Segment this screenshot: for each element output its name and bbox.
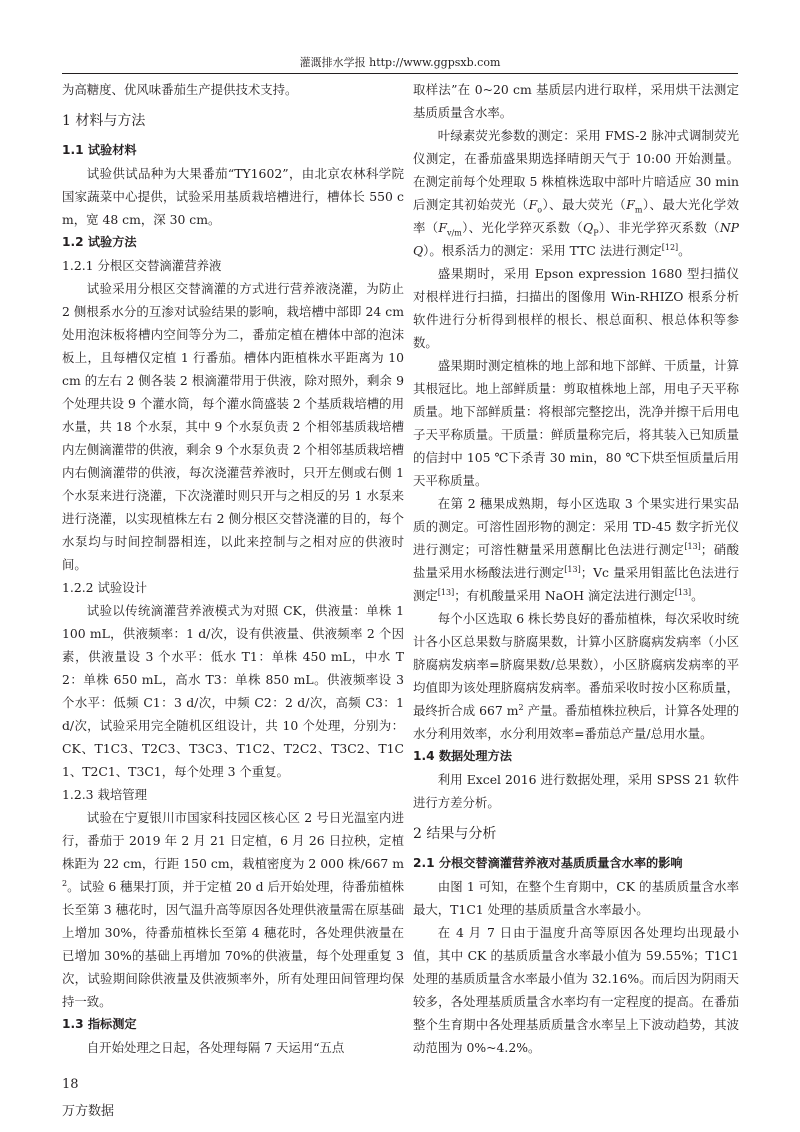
citation-13: [13] xyxy=(564,564,581,574)
subsection-heading-2-1: 2.1 分根交替滴灌营养液对基质质量含水率的影响 xyxy=(413,856,683,870)
paragraph-sampling-continued: 取样法”在 0~20 cm 基质层内进行取样，采用烘干法测定基质质量含水率。 xyxy=(413,82,739,120)
paragraph-fruit-quality: 在第 2 穗果成熟期，每小区选取 3 个果实进行果实品质的测定。可溶性固形物的测定：采用 TD-45 数字折光仪进行测定；可溶性糖量采用蒽酮比色法进行测定[13]；硝酸盐量采用水杨酸法进行测定[13]；Vc 量采用钼蓝比色法进行测定[13]；有机酸量采用 NaOH 滴定法进行测定[13]。 xyxy=(413,496,740,603)
subsubsection-heading-1-2-2: 1.2.2 试验设计 xyxy=(62,580,148,595)
section-heading-results: 2 结果与分析 xyxy=(413,826,497,842)
paragraph-cultivation-management: 试验在宁夏银川市国家科技园区核心区 2 号日光温室内进行，番茄于 2019 年 2 月 21 日定植，6 月 26 日拉秧，定植株距为 22 cm，行距 150 cm，栽植密度为 2 000 株/667 $m^2$。试验 6 穗果打顶，并于定植 20 d 后开始处理，待番茄植株长至第 3 穗花时，因气温升高等原因各处理供液量需在原基础上增加 30%，待番茄植株长至第 4 穗花时，各处理供液量在已增加 30%的基础上再增加 70%的供液量，每个处理重复 3 次，试验期间除供液量及供液频率外，所有处理田间管理均保持一致。 xyxy=(62,810,404,1009)
watermark-text: 万方数据 xyxy=(62,1104,115,1119)
paragraph-results-moisture-a: 由图 1 可知，在整个生育期中，CK 的基质质量含水率最大，T1C1 处理的基质质量含水率最小。 xyxy=(413,879,739,917)
paragraph-indicator-measurement: 自开始处理之日起，各处理每隔 7 天运用“五点 xyxy=(86,1040,345,1055)
paragraph-root-scanning: 盛果期时，采用 Epson expression 1680 型扫描仪对根样进行扫描，扫描出的图像用 Win-RHIZO 根系分析软件进行分析得到根样的根长、根总面积、根总体积等参数。 xyxy=(413,266,739,350)
paragraph-materials: 试验供试品种为大果番茄“TY1602”，由北京农林科学院国家蔬菜中心提供，试验采用基质栽培槽进行，槽体长 550 cm，宽 48 cm，深 30 cm。 xyxy=(62,166,404,227)
paragraph-alternate-irrigation: 试验采用分根区交替滴灌的方式进行营养液浇灌，为防止 2 侧根系水分的互渗对试验结果的影响，栽培槽中部即 24 cm 处用泡沫板将槽内空间等分为二，番茄定植在槽体中部的泡沫板上，且每槽仅定植 1 行番茄。槽体内距植株水平距离为 10 cm 的左右 2 侧各装 2 根滴灌带用于供液，除对照外，剩余 9 个处理共设 9 个灌水筒，每个灌水筒盛装 2 个基质栽培槽的用水量，共 18 个水泵，其中 9 个水泵负责 2 个相邻基质栽培槽内左侧滴灌带的供液，剩余 9 个水泵负责 2 个相邻基质栽培槽内右侧滴灌带的供液，每次浇灌营养液时，只开左侧或右侧 1 个水泵来进行浇灌，下次浇灌时则只开与之相反的另 1 水泵来进行浇灌，以实现植株左右 2 侧分根区交替浇灌的目的，每个水泵均与时间控制器相连，以此来控制与之相对应的供液时间。 xyxy=(62,281,404,572)
intro-paragraph-end: 为高糖度、优风味番茄生产提供技术支持。 xyxy=(62,82,298,97)
right-column xyxy=(413,78,739,1059)
subsubsection-heading-1-2-1: 1.2.1 分根区交替滴灌营养液 xyxy=(62,258,222,273)
header-rule xyxy=(62,73,738,74)
subsection-heading-1-4: 1.4 数据处理方法 xyxy=(413,749,512,763)
citation-13: [13] xyxy=(684,541,701,551)
subsection-heading-1-1: 1.1 试验材料 xyxy=(62,143,137,157)
paragraph-experiment-design: 试验以传统滴灌营养液模式为对照 CK，供液量：单株 1 100 mL，供液频率：1 d/次，设有供液量、供液频率 2 个因素，供液量设 3 个水平：低水 T1：单株 450 mL，中水 T2：单株 650 mL，高水 T3：单株 850 mL。供液频率设 3 个水平：低频 C1：3 d/次，中频 C2：2 d/次，高频 C3：1 d/次，试验采用完全随机区组设计，共 10 个处理，分别为：CK、T1C3、T2C3、T3C3、T1C2、T2C2、T3C2、T1C1、T2C1、T3C1，每个处理 3 个重复。 xyxy=(62,603,404,779)
left-column xyxy=(62,78,404,1059)
subsection-heading-1-2: 1.2 试验方法 xyxy=(62,235,137,249)
page-number: 18 xyxy=(62,1077,79,1092)
journal-header: 灌溉排水学报 http://www.ggpsxb.com xyxy=(299,56,501,69)
paragraph-chlorophyll-fluorescence: 叶绿素荧光参数的测定：采用 FMS-2 脉冲式调制荧光仪测定，在番茄盛果期选择晴朗天气于 10:00 开始测量。在测定前每个处理取 5 株植株选取中部叶片暗适应 30 min 后测定其初始荧光$(F_o)$、最大荧光$(F_m)$、最大光化学效率$(F_{v/m})$、光化学猝灭系数$(Q_P)$、非光学猝灭系数（NPQ）。根系活力的测定：采用 TTC 法进行测定[12]。 xyxy=(413,128,739,258)
subsection-heading-1-3: 1.3 指标测定 xyxy=(62,1017,137,1031)
subsubsection-heading-1-2-3: 1.2.3 栽培管理 xyxy=(62,787,148,802)
citation-13: [13] xyxy=(674,587,692,597)
citation-13: [13] xyxy=(437,587,455,597)
paragraph-fresh-dry-mass: 盛果期时测定植株的地上部和地下部鲜、干质量，计算其根冠比。地上部鲜质量：剪取植株地上部，用电子天平称质量。地下部鲜质量：将根部完整挖出，洗净并擦干后用电子天平称质量。干质量：鲜质量称完后，将其装入已知质量的信封中 105 ℃下杀青 30 min，80 ℃下烘至恒质量后用天平称质量。 xyxy=(413,358,739,488)
paragraph-results-moisture-b: 在 4 月 7 日由于温度升高等原因各处理均出现最小值，其中 CK 的基质质量含水率最小值为 59.55%；T1C1 处理的基质质量含水率最小值为 32.16%。而后因为阴雨天较多，各处理基质质量含水率均有一定程度的提高。在番茄整个生育期中各处理基质质量含水率呈上下波动趋势，其波动范围为 0%~4.2%。 xyxy=(413,925,739,1055)
paragraph-yield-wue: 每个小区选取 6 株长势良好的番茄植株，每次采收时统计各小区总果数与脐腐果数，计算小区脐腐病发病率（小区脐腐病发病率=脐腐果数/总果数），小区脐腐病发病率的平均值即为该处理脐腐病发病率。番茄采收时按小区称质量，最终折合成 667 $m^2$ 产量。番茄植株拉秧后，计算各处理的水分利用效率，水分利用效率=番茄总产量/总用水量。 xyxy=(413,611,739,741)
paragraph-data-processing: 利用 Excel 2016 进行数据处理，采用 SPSS 21 软件进行方差分析。 xyxy=(413,772,739,810)
citation-12: [12] xyxy=(661,242,679,252)
section-heading-materials-methods: 1 材料与方法 xyxy=(62,113,146,129)
